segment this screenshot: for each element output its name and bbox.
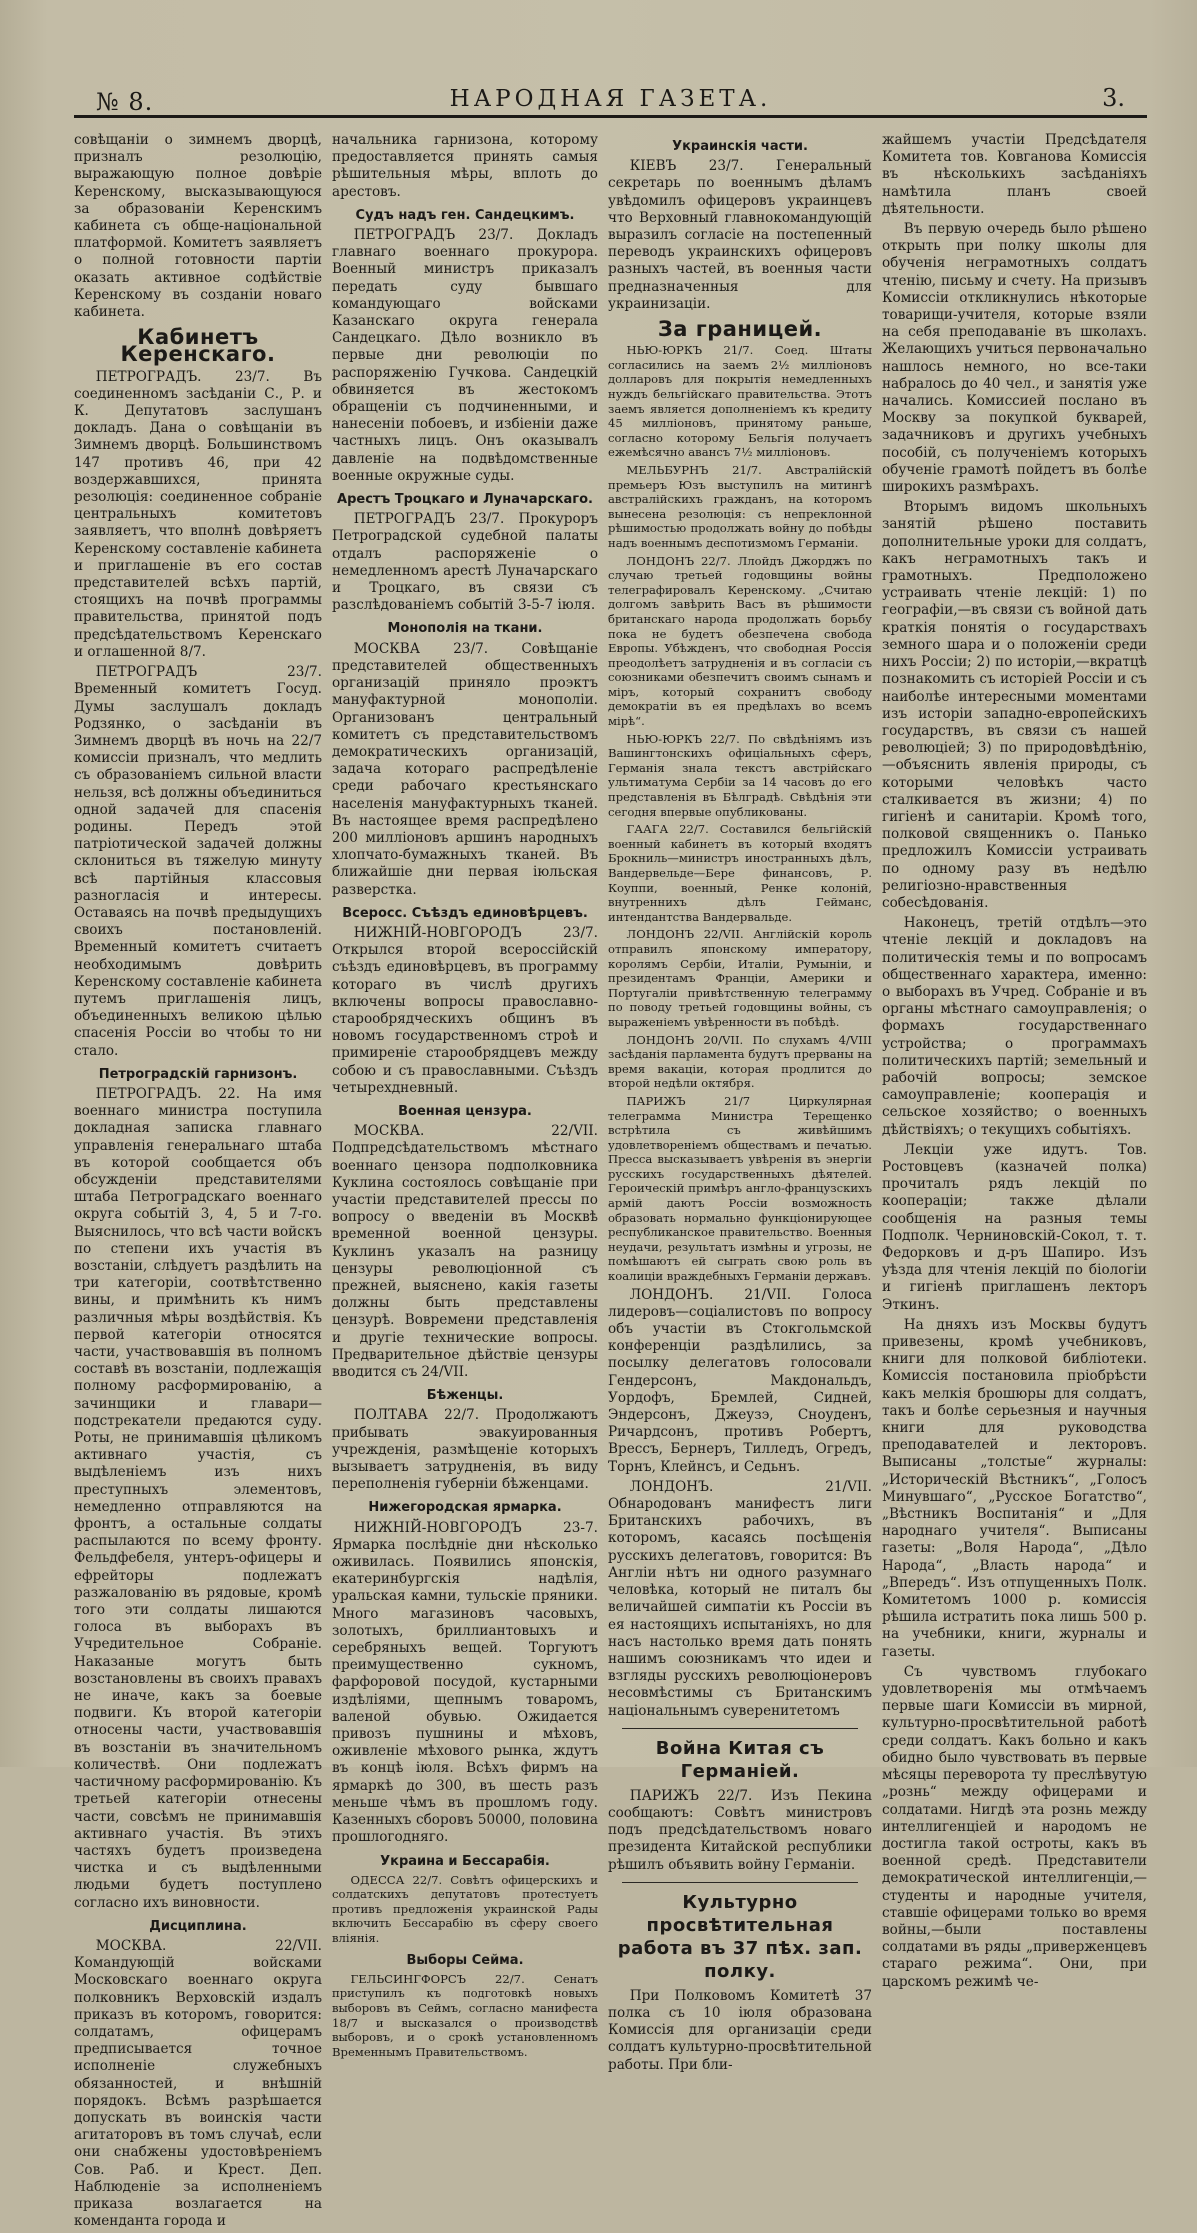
- page-number: 3.: [1102, 84, 1125, 112]
- headline-textile-monopoly: Монополія на ткани.: [387, 621, 543, 637]
- article-text: При Полковомъ Комитетѣ 37 полка съ 10 іюля образована Комиссія для организаціи среди солдатъ культурно-просвѣтительной работы. При бли-: [608, 1987, 872, 2073]
- article-text: Наконецъ, третій отдѣлъ—это чтеніе лекцій и докладовъ на политическія темы и по вопросамъ общественнаго характера, именно: о выборахъ въ Учред. Собраніе и въ органы мѣстнаго самоуправленія; о формахъ государственнаго устройства; о программахъ политическихъ партій; земельный и рабочій вопросы; земское самоуправленіе; кооперація и сельское хозяйство; о военныхъ дѣйствіяхъ; о текущихъ событіяхъ.: [882, 915, 1147, 1138]
- article-text: ЛОНДОНЪ. 21/VII. Голоса лидеровъ—соціалистовъ по вопросу объ участіи въ Стокгольмской конференціи раздѣлились, за посылку делегатовъ голосовали Гендерсонъ, Макдональдъ, Уордофъ, Бремлей, Сидней, Эндерсонъ, Джеузэ, Сноуденъ, Ричардсонъ, противъ Робертъ, Врессъ, Бернеръ, Тилледъ, Огредъ, Торнъ, Клейнсъ, и Седьнъ.: [608, 1286, 872, 1475]
- article-text: ЛОНДОНЪ 22/VII. Англійскій король отправилъ японскому императору, королямъ Сербіи, Италіи, Румыніи, и президентамъ Франціи, Америки и Португаліи привѣтственную телеграмму по поводу третьей годовщины войны, съ выраженіемъ увѣренности въ побѣдѣ.: [608, 927, 872, 1029]
- headline-trotsky-arrest: Арестъ Троцкаго и Луначарскаго.: [337, 492, 593, 508]
- masthead: [74, 0, 1147, 118]
- article-text: ПАРИЖЪ 22/7. Изъ Пекина сообщаютъ: Совѣтъ министровъ подъ предсѣдательствомъ новаго президента Китайской республики рѣшилъ объявить войну Германіи.: [608, 1787, 872, 1873]
- article-text: ПОЛТАВА 22/7. Продолжаютъ прибывать эвакуированныя учрежденія, размѣщеніе которыхъ вызываетъ затрудненія, въ виду переполненія губерніи бѣженцами.: [332, 1407, 598, 1493]
- article-text: ПЕТРОГРАДЪ. 23/7. Въ соединенномъ засѣданіи С., Р. и К. Депутатовъ заслушанъ докладъ. Дана о совѣщаніи въ Зимнемъ дворцѣ. Большинствомъ 147 противъ 46, при 42 воздержавшихся, принята резолюція: соединенное собраніе центральныхъ комитетовъ заявляетъ, что вполнѣ довѣряетъ Керенскому составленіе кабинета и приглашеніе въ его состав представителей всѣхъ партій, стоящихъ на почвѣ программы правительства, принятой подъ предсѣдательствомъ Керенскаго и оглашенной 8/7.: [74, 368, 322, 660]
- headline-sandetsky-trial: Судъ надъ ген. Сандецкимъ.: [355, 207, 575, 223]
- section-divider: [622, 1882, 858, 1883]
- headline-cultural-work: Культурно просвѣтительная работа въ 37 пѣх. зап. полку.: [617, 1891, 863, 1982]
- article-text: ГААГА 22/7. Составился бельгійскій военный кабинетъ въ который входятъ Брокниль—министръ иностранныхъ дѣлъ, Вандервельде—Бере финансовъ, Р. Коуппи, военный, Ренке колоній, внутреннихъ дѣлъ Гейманс, интендантства Вандервальде.: [608, 822, 872, 924]
- article-text: МОСКВА 23/7. Совѣщаніе представителей общественныхъ организацій приняло проэктъ мануфактурной монополіи. Организованъ центральный комитетъ съ представительствомъ демократическихъ организацій, задача котораго распредѣленіе среди рабочаго крестьянскаго населенія мануфактурныхъ тканей. Въ настоящее время распредѣлено 200 милліоновъ аршинъ народныхъ хлопчато-бумажныхъ тканей. Въ ближайшіе дни первая іюльская разверстка.: [332, 640, 598, 898]
- article-text: Вторымъ видомъ школьныхъ занятій рѣшено поставить дополнительные уроки для солдатъ, какъ неграмотныхъ такъ и грамотныхъ. Предположено устраивать чтеніе лекцій: 1) по географіи,—въ связи съ войной дать краткія понятія о государствахъ земного шара и о положеніи среди нихъ Россіи; 2) по исторіи,—вкратцѣ познакомить съ исторіей Россіи и съ наиболѣе интересными моментами изъ исторіи западно-европейскихъ государствъ, въ связи съ нашей революціей; 3) по природовѣдѣнію,—объяснить явленія природы, съ которыми человѣкъ часто сталкивается въ жизни; 4) по гигіенѣ и санитаріи. Кромѣ того, полковой священникъ о. Панько предложилъ Комиссіи устраивать по одному разу въ недѣлю религіозно-нравственныя собесѣдованія.: [882, 499, 1147, 911]
- headline-sejm-elections: Выборы Сейма.: [406, 1952, 524, 1968]
- column-3: [608, 132, 872, 2233]
- article-text: МОСКВА. 22/VII. Командующій войсками Московскаго военнаго округа полковникъ Верховскій издалъ приказъ въ которомъ, говорится: солдатамъ, офицерамъ предписывается точное исполненіе служебныхъ обязанностей, и внѣшній порядокъ. Всѣмъ разрѣшается допускать въ воинскія части агитаторовъ въ томъ случаѣ, если они снабжены удостовѣреніемъ Сов. Раб. и Крест. Деп. Наблюденіе за исполненіемъ приказа возлагается на коменданта города и: [74, 1937, 322, 2230]
- issue-number: № 8.: [96, 88, 154, 116]
- headline-nizhny-fair: Нижегородская ярмарка.: [368, 1500, 562, 1516]
- article-text: ГЕЛЬСИНГФОРСЪ 22/7. Сенатъ приступилъ къ подготовкѣ новыхъ выборовъ въ Сеймъ, согласно манифеста 18/7 и высказался о производствѣ выборовъ, и о срокѣ установленномъ Временнымъ Правительствомъ.: [332, 1971, 598, 2059]
- article-text: Съ чувствомъ глубокаго удовлетворенія мы отмѣчаемъ первые шаги Комиссіи въ мирной, культурно-просвѣтительной работѣ среди солдатъ. Какъ больно и какъ обидно было чувствовать въ первые мѣсяцы переворота ту преслѣвутую „рознь“ между офицерами и солдатами. Нигдѣ эта рознь между интеллигенціей и народомъ не достигла такой остроты, какъ въ военной средѣ. Представители демократической интеллигенціи,—студенты и народные учителя, ставшіе офицерами только во время войны,—были поставлены солдатами въ ряды „приверженцевъ стараго режима“. Они, при царскомъ режимѣ че-: [882, 1663, 1147, 1990]
- article-text: совѣщаніи о зимнемъ дворцѣ, призналъ резолюцію, выражающую полное довѣріе Керенскому, высказывающуюся за образованіи Керенскимъ кабинета съ обще-національной платформой. Комитетъ заявляетъ о полной готовности партіи оказать активное содѣйствіе Керенскому въ созданіи новаго кабинета.: [74, 132, 322, 321]
- column-1: [74, 132, 322, 2233]
- article-text: КІЕВЪ 23/7. Генеральный секретарь по военнымъ дѣламъ увѣдомилъ офицеровъ украинцевъ что Верховный главнокомандующій выразилъ согласіе на постепенный переводъ украинскихъ офицеровъ разныхъ частей, въ военныя части предназначенныя для украинизаціи.: [608, 158, 872, 312]
- article-text: Въ первую очередь было рѣшено открыть при полку школы для обученія неграмотныхъ солдатъ чтенію, письму и счету. На призывъ Комиссіи откликнулись нѣкоторые товарищи-учителя, которые взяли на себя преподаваніе въ школахъ. Желающихъ учиться первоначально нашлось немного, но все-таки набралось до 40 чел., и занятія уже начались. Комиссией послано въ Москву за покупкой букварей, задачниковъ и другихъ учебныхъ пособій, съ полученіемъ которыхъ обученіе грамотѣ пойдетъ въ болѣе широкихъ размѣрахъ.: [882, 221, 1147, 496]
- headline-kerensky-cabinet: Кабинетъ Керенскаго.: [120, 325, 276, 367]
- article-text: ПЕТРОГРАДЪ 23/7. Прокуроръ Петроградской судебной палаты отдалъ распоряженіе о немедленномъ арестѣ Луначарскаго и Троцкаго, въ связи съ разслѣдованіемъ событій 3-5-7 іюля.: [332, 511, 598, 614]
- headline-ukrainian-units: Украинскія части.: [672, 139, 808, 154]
- article-text: ОДЕССА 22/7. Совѣтъ офицерскихъ и солдатскихъ депутатовъ протестуетъ противъ предложенія украинской Рады включить Бессарабію въ сферу своего вліянія.: [332, 1872, 598, 1946]
- article-text: начальника гарнизона, которому предоставляется принять самыя рѣшительныя мѣры, вплоть до арестовъ.: [332, 132, 598, 200]
- article-text: ЛОНДОНЪ. 21/VII. Обнародованъ манифестъ лиги Британскихъ рабочихъ, въ которомъ, касаясь посѣщенія русскихъ делегатовъ, говорится: Въ Англіи нѣтъ ни одного разумнаго человѣка, который не питалъ бы величайшей симпатіи къ Россіи въ ея настоящихъ испытаніяхъ, но для насъ настолько время дать понять нашимъ союзникамъ что идеи и взгляды русскихъ революціонеровъ несовмѣстимы съ Британскимъ національнымъ суверенитетомъ: [608, 1478, 872, 1719]
- article-columns: [74, 132, 1147, 2230]
- headline-refugees: Бѣженцы.: [426, 1388, 504, 1404]
- article-text: НИЖНІЙ-НОВГОРОДЪ 23-7. Ярмарка послѣдніе дни нѣсколько оживилась. Появились японскія, екатеринбургскія надѣлія, уральская камни, тульскіе пряники. Много магазиновъ часовыхъ, золотыхъ, бриллиантовыхъ и серебряныхъ вещей. Торгуютъ преимущественно сукномъ, фарфоровой посудой, кустарными издѣліями, щепнымъ товаромъ, валеной обувью. Ожидается привозъ пушнины и мѣховъ, оживленіе мѣхового рынка, ждутъ въ концѣ іюля. Всѣхъ фирмъ на ярмаркѣ до 300, въ шесть разъ меньше чѣмъ въ прошломъ году. Казенныхъ сборовъ 50000, половина прошлогодняго.: [332, 1519, 598, 1846]
- article-text: МОСКВА. 22/VII. Подпредсѣдательствомъ мѣстнаго военнаго цензора подполковника Куклина состоялось совѣщаніе при участіи представителей прессы по вопросу о введеніи въ Москвѣ временной военной цензуры. Куклинъ указалъ на разницу цензуры революціонной съ прежней, выяснено, какія газеты должны быть представлены цензурѣ. Вовремени представленія и другіе технические вопросы. Предварительное дѣйствіе цензуры вводится съ 24/VII.: [332, 1123, 598, 1381]
- headline-china-germany-war: Война Китая съ Германіей.: [655, 1737, 825, 1782]
- newspaper-title: НАРОДНАЯ ГАЗЕТА.: [449, 86, 772, 112]
- article-text: ПАРИЖЪ 21/7 Циркулярная телеграмма Министра Терещенко встрѣтила съ живѣйшимъ удовлетвореніемъ обществамъ и печатью. Пресса высказываетъ увѣренія въ энергіи русскихъ государственныхъ дѣятелей. Героическій примѣръ англо-французскихъ армій даютъ Россіи возможность образовать нормально функціонирующее республиканское правительство. Военныя неудачи, результатъ измѣны и угрозы, не помѣшаютъ ей сыграть свою роль въ коалиціи враждебныхъ Германіи державъ.: [608, 1093, 872, 1284]
- headline-petrograd-garrison: Петроградскій гарнизонъ.: [98, 1066, 298, 1082]
- article-text: МЕЛЬБУРНЪ 21/7. Австралійскій премьеръ Юзъ выступилъ на митингѣ австралійскихъ гражданъ, на которомъ вынесена резолюція: съ непреклонной рѣшимостью продолжать войну до побѣды надъ военнымъ деспотизмомъ Германіи.: [608, 462, 872, 550]
- article-text: ЛОНДОНЪ 22/7. Ллойдъ Джорджъ по случаю третьей годовщины войны телеграфировалъ Керенскому. „Считаю долгомъ завѣрить Васъ въ рѣшимости британскаго народа продолжать борьбу пока не будетъ обезпечена свобода Европы. Убѣжденъ, что свободная Россія преодолѣетъ затрудненія и въ согласіи съ союзниками обезпечитъ своимъ сынамъ и міръ, который сохранитъ свободу демократіи въ ея предѣлахъ во всемъ мірѣ“.: [608, 553, 872, 729]
- article-text: ПЕТРОГРАДЪ. 22. На имя военнаго министра поступила докладная записка главнаго управленія генеральнаго штаба въ которой сообщается объ обсужденіи представителями штаба Петроградскаго военнаго округа событій 3, 4, 5 и 7-го. Выяснилось, что всѣ части войскъ по степени ихъ участія въ возстаніи, слѣдуетъ раздѣлить на три категоріи, соотвѣтственно вины, и примѣнить къ нимъ различныя мѣры воздѣйствія. Къ первой категоріи относятся части, участвовавшія въ полномъ составѣ въ возстаніи, подлежащія полному расформированію, а зачинщики и главари—подстрекатели предаются суду. Роты, не принимавшія цѣликомъ активнаго участія, съ выдѣленіемъ изъ нихъ преступныхъ элементовъ, немедленно отправляются на фронтъ, а остальные солдаты распылаются по всему фронту. Фельдфебеля, унтеръ-офицеры и ефрейторы подлежатъ разжалованію въ рядовые, кромѣ того эти солдаты лишаются голоса въ выборахъ въ Учредительное Собраніе. Наказаные могутъ быть возстановлены въ своихъ правахъ не иначе, какъ за боевые подвиги. Къ второй категоріи относены части, участвовавшія въ возстаніи въ значительномъ количествѣ. Они подлежатъ частичному расформированію. Къ третьей категоріи отнесены части, совсѣмъ не принимавшія активнаго участія. Въ этихъ частяхъ будетъ произведена чистка и съ выдѣленными людьми будетъ поступлено согласно ихъ виновности.: [74, 1085, 322, 1911]
- article-text: ПЕТРОГРАДЪ 23/7. Временный комитетъ Госуд. Думы заслушалъ докладъ Родзянко, о засѣданіи въ Зимнемъ дворцѣ въ ночь на 22/7 комиссіи призналъ, что медлить съ образованіемъ сильной власти нельзя, всѣ должны объединиться одной задачей для спасенія родины. Передъ этой патріотической задачей должны склониться въ тяжелую минуту всѣ партійныя классовыя разногласія и интересы. Оставаясь на почвѣ предыдущихъ своихъ постановленій. Временный комитетъ считаетъ необходимымъ довѣрить Керенскому составленіе кабинета путемъ приглашенія лицъ, объединенныхъ великою цѣлью спасенія Россіи во чтобы то ни стало.: [74, 664, 322, 1059]
- headline-discipline: Дисциплина.: [149, 1918, 247, 1934]
- column-2: [332, 132, 598, 2233]
- column-4: [882, 132, 1147, 2233]
- article-text: На дняхъ изъ Москвы будутъ привезены, кромѣ учебниковъ, книги для полковой библіотеки. Комиссія постановила пріобрѣсти какъ мелкія брошюры для солдатъ, такъ и болѣе серьезныя и научныя книги для руководства преподавателей и лекторовъ. Выписаны „толстые“ журналы: „Историческій Вѣстникъ“, „Голосъ Минувшаго“, „Русское Богатство“, „Вѣстникъ Воспитанія“ и „Для народнаго учителя“. Выписаны газеты: „Воля Народа“, „Дѣло Народа“, „Власть народа“ и „Впередъ“. Изъ отпущенныхъ Полк. Комитетомъ 1000 р. комиссія рѣшила истратить пока лишь 500 р. на учебники, книги, журналы и газеты.: [882, 1316, 1147, 1660]
- section-divider: [622, 1728, 858, 1729]
- article-text: НЬЮ-ЮРКЪ 21/7. Соед. Штаты согласились на заемъ 2½ милліоновъ долларовъ для покрытія немедленныхъ нуждъ бельгійскаго правительства. Этотъ заемъ является дополненіемъ къ кредиту 45 милліоновъ, принятому раньше, согласно которому Бельгія получаетъ ежемѣсячно авансъ 7½ милліоновъ.: [608, 343, 872, 460]
- article-text: ПЕТРОГРАДЪ 23/7. Докладъ главнаго военнаго прокурора. Военный министръ приказалъ передать суду бывшаго командующаго войсками Казанскаго округа генерала Сандецкаго. Дѣло возникло въ первые дни революціи по распоряженію Гучкова. Сандецкій обвиняется въ жестокомъ обращеніи съ подчиненными, и нанесеніи побоевъ, и избіеніи даже частныхъ лицъ. Онъ оказывалъ давленіе на подвѣдомственные военные окружные суды.: [332, 227, 598, 484]
- headline-edinovertsy-congress: Всеросс. Съѣздъ единовѣрцевъ.: [342, 905, 588, 921]
- article-text: жайшемъ участіи Предсѣдателя Комитета тов. Ковганова Комиссія въ нѣсколькихъ засѣданіяхъ намѣтила планъ своей дѣятельности.: [882, 132, 1147, 217]
- article-text: НИЖНІЙ-НОВГОРОДЪ 23/7. Открылся второй всероссійскій съѣздъ единовѣрцевъ, въ программу котораго въ числѣ другихъ включены вопросы православно-старообрядческихъ общинъ въ новомъ государственномъ строѣ и примиреніе старообрядцевъ между собою и съ православными. Съѣздъ четырехдневный.: [332, 924, 598, 1096]
- article-text: ЛОНДОНЪ 20/VII. По слухамъ 4/VIII засѣданія парламента будутъ прерваны на время вакаціи, которая продлится до второй недѣли октября.: [608, 1032, 872, 1091]
- headline-ukraine-bessarabia: Украина и Бессарабія.: [380, 1853, 550, 1869]
- article-text: НЬЮ-ЮРКЪ 22/7. По свѣдѣніямъ изъ Вашингтонскихъ офиціальныхъ сферъ, Германія знала текстъ австрійскаго ультиматума Сербіи за 14 часовъ до его представленія въ Бѣлградѣ. Свѣдѣнія эти сегодня впервые опубликованы.: [608, 731, 872, 819]
- article-text: Лекціи уже идутъ. Тов. Ростовцевъ (казначей полка) прочиталъ рядъ лекцій по коопераціи; также дѣлали сообщенія на разныя темы Подполк. Черниновскій-Сокол, т. т. Федорковъ и д-ръ Шапиро. Изъ уѣзда для чтенія лекцій по біологіи и гигіенѣ приглашенъ лекторъ Эткинъ.: [882, 1141, 1147, 1313]
- headline-abroad: За границей.: [657, 317, 823, 342]
- headline-military-censorship: Военная цензура.: [398, 1103, 532, 1119]
